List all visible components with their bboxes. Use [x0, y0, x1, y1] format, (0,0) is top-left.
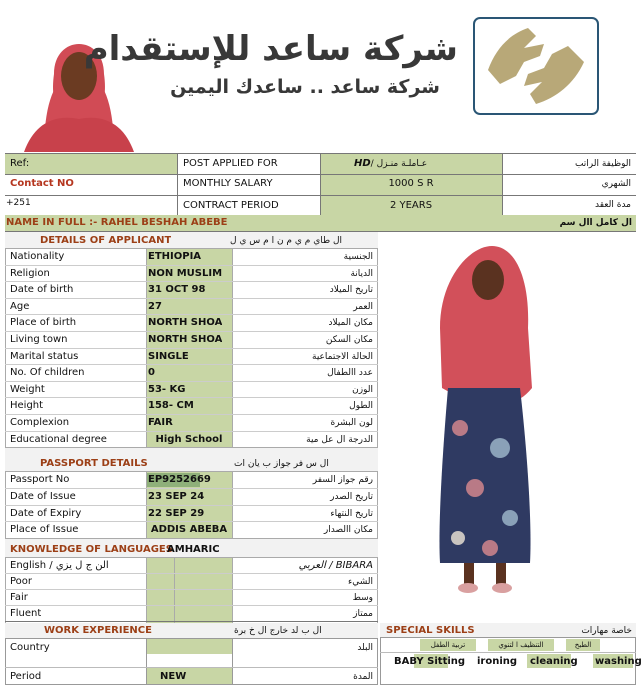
row-ar: الحالة الاجتماعية — [312, 351, 373, 362]
full-name: NAME IN FULL :- RAHEL BESHAH ABEBE — [6, 217, 228, 228]
row-value: EP9252669 — [148, 474, 211, 485]
row-ar: الدرجة ال عل مية — [306, 434, 373, 445]
company-logo — [470, 14, 602, 118]
skill-ar-3: الطبخ — [566, 639, 600, 651]
skill-baby-sitting: BABY Sitting — [394, 656, 466, 667]
table-row — [5, 249, 378, 266]
row-value: High School — [155, 433, 223, 445]
company-name-ar: شركة ساعد للإستقدام — [83, 29, 458, 69]
ref-label: Ref: — [10, 158, 30, 169]
country-label: Country — [10, 642, 50, 653]
row-value: FAIR — [148, 417, 173, 428]
table-row — [5, 332, 378, 349]
row-ar: مكان الميلاد — [328, 318, 373, 329]
row-label: Date of Expiry — [10, 507, 82, 519]
row-value: 22 SEP 29 — [148, 507, 205, 519]
period-ar: المدة — [353, 672, 373, 682]
row-ar: الجنسية — [343, 252, 373, 262]
row-label: Nationality — [10, 251, 65, 262]
country-ar: البلد — [357, 643, 373, 653]
table-row — [5, 606, 378, 622]
row-value: ADDIS ABEBA — [150, 524, 228, 536]
work-title-ar: ال ب لد خارج ال خ برة — [234, 626, 322, 636]
table-row — [5, 349, 378, 366]
level-ar: وسط — [352, 593, 373, 603]
details-title: DETAILS OF APPLICANT — [40, 235, 172, 246]
row-label: Age — [10, 300, 30, 312]
skill-ar-2: التنظيف ا لتنوي — [488, 639, 554, 651]
row-ar: تاريخ الصدر — [330, 491, 373, 502]
row-label: Living town — [10, 334, 68, 345]
salary-ar: الشهري — [601, 179, 631, 189]
contract-ar: مدة العقد — [595, 200, 631, 210]
row-value: 27 — [148, 300, 162, 312]
row-label: Place of Issue — [10, 524, 79, 536]
row-label: Weight — [10, 383, 45, 395]
passport-title-ar: ال س فر جواز ب يان ات — [234, 459, 329, 469]
skill-washing: washing — [595, 656, 642, 667]
row-label: Religion — [10, 267, 50, 279]
row-value: NORTH SHOA — [148, 334, 223, 345]
period-label: Period — [10, 671, 42, 682]
contact-label: Contact NO — [10, 178, 74, 189]
level-ar: ممتاز — [353, 609, 373, 619]
row-ar: رقم جواز السفر — [312, 475, 373, 485]
skills-title: SPECIAL SKILLS — [386, 625, 475, 636]
post-value-en: HD — [354, 158, 371, 169]
table-row — [5, 299, 378, 316]
row-label: Passport No — [10, 474, 70, 485]
row-ar: مكان االصدار — [323, 525, 373, 536]
level-en: Poor — [10, 576, 33, 587]
contract-label: CONTRACT PERIOD — [183, 200, 279, 211]
row-ar: تاريخ الميلاد — [329, 285, 373, 296]
languages-title: KNOWLEDGE OF LANGUAGES — [10, 544, 173, 555]
table-row — [5, 415, 378, 432]
skill-cleaning: cleaning — [530, 656, 578, 667]
row-value: 31 OCT 98 — [148, 284, 206, 296]
row-label: Complexion — [10, 417, 70, 428]
row-ar: العمر — [353, 301, 373, 312]
row-value: 0 — [148, 367, 155, 379]
row-label: No. Of children — [10, 367, 85, 379]
row-ar: الوزن — [352, 384, 373, 395]
skills-title-ar: خاصة مهارات — [581, 626, 632, 636]
row-ar: تاريخ النتهاء — [330, 508, 373, 519]
row-ar: عدد االطفال — [327, 368, 373, 379]
row-value: ETHIOPIA — [148, 251, 202, 262]
table-row — [5, 282, 378, 299]
table-row — [5, 489, 378, 506]
row-label: Date of birth — [10, 284, 74, 296]
arabic-label: BIBARA / العربي — [298, 560, 373, 571]
contract-value: 2 YEARS — [389, 200, 433, 211]
table-row — [5, 574, 378, 590]
salary-label: MONTHLY SALARY — [183, 178, 273, 189]
work-title: WORK EXPERIENCE — [44, 625, 152, 636]
table-row — [5, 382, 378, 399]
applicant-photo-full — [420, 238, 550, 598]
row-ar: الطول — [349, 401, 373, 412]
english-label: English / الن ج ل يزي — [10, 560, 109, 571]
table-row — [5, 365, 378, 382]
skill-ar-1: تربية الطفل — [420, 639, 476, 651]
row-value: 158- CM — [148, 400, 194, 412]
post-value — [354, 157, 427, 171]
table-row — [5, 398, 378, 415]
row-label: Height — [10, 400, 44, 412]
skill-ironing: ironing — [477, 656, 518, 667]
phone-prefix: +251 — [6, 198, 31, 208]
full-name-ar: ال كامل اال سم — [559, 218, 632, 228]
level-ar: الشيء — [347, 577, 373, 587]
row-label: Date of Issue — [10, 490, 76, 502]
row-ar: لون البشرة — [330, 418, 373, 428]
table-row — [5, 506, 378, 523]
details-title-ar: ال طاي م ي م ن ا م س ي ل — [230, 236, 343, 246]
row-label: Place of birth — [10, 317, 77, 329]
table-row — [5, 522, 378, 539]
level-en: Fluent — [10, 608, 42, 619]
row-value: 23 SEP 24 — [148, 490, 205, 502]
level-en: Fair — [10, 592, 28, 603]
table-row — [5, 590, 378, 606]
post-value-ar: / عـاملـة منـزل — [370, 159, 428, 169]
table-row — [5, 315, 378, 332]
table-row — [5, 432, 378, 449]
post-label: POST APPLIED FOR — [183, 158, 278, 169]
row-value: NON MUSLIM — [148, 267, 223, 279]
native-language: AMHARIC — [167, 544, 220, 555]
company-slogan-ar: شركة ساعد .. ساعدك اليمين — [170, 76, 440, 98]
table-row — [5, 472, 378, 489]
row-label: Educational degree — [10, 433, 107, 445]
passport-title: PASSPORT DETAILS — [40, 458, 148, 469]
row-ar: مكان السكن — [325, 335, 373, 345]
table-row — [5, 266, 378, 283]
row-value: NORTH SHOA — [148, 317, 223, 329]
row-ar: الديانة — [350, 268, 373, 279]
row-value: 53- KG — [148, 383, 186, 395]
period-value: NEW — [160, 671, 187, 682]
salary-value: 1000 S R — [388, 178, 434, 189]
language-row-header — [5, 558, 378, 574]
row-value: SINGLE — [148, 350, 189, 362]
row-label: Marital status — [10, 350, 79, 362]
post-ar: الوظيفة الراتب — [574, 159, 631, 169]
